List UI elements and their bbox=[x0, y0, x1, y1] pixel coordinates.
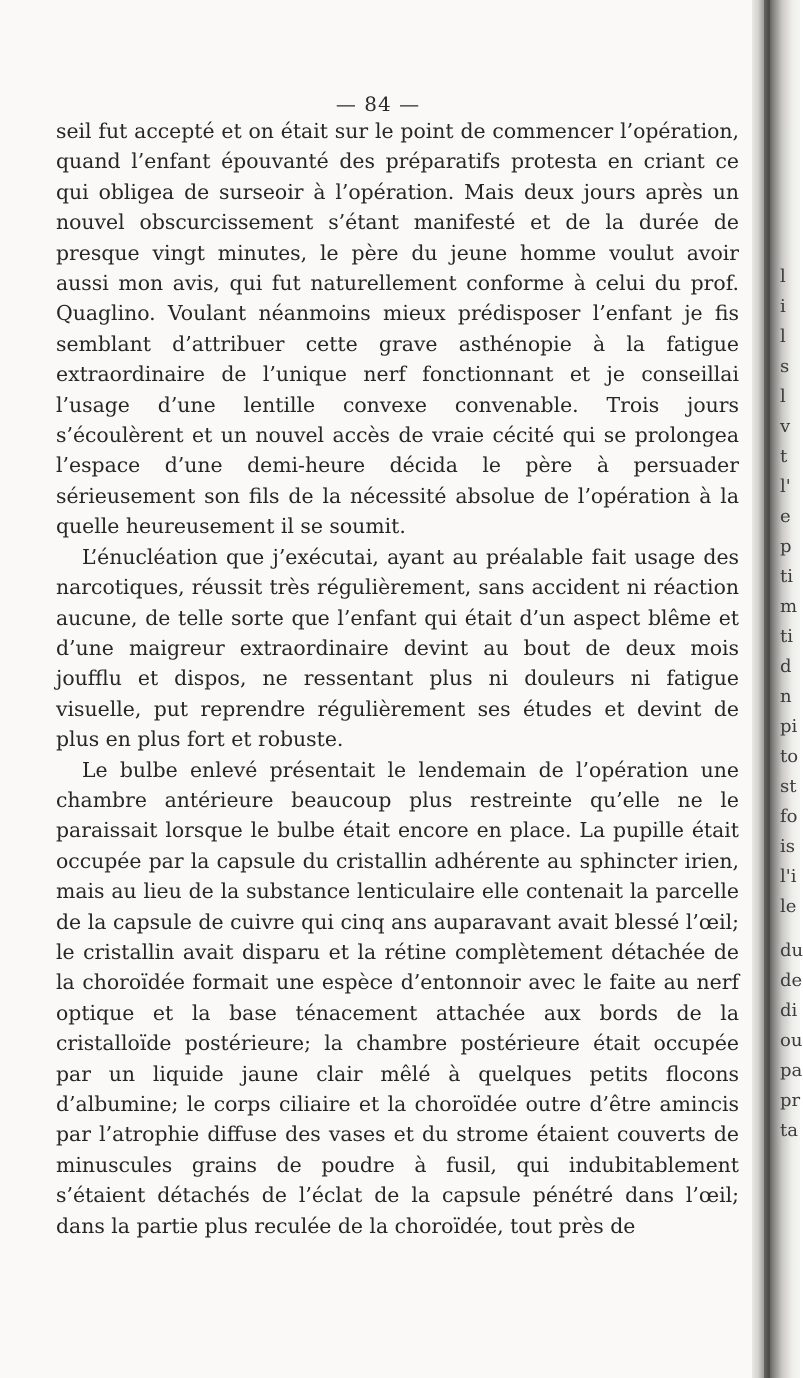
edge-fragment: ta bbox=[780, 1120, 798, 1141]
edge-fragment: e bbox=[780, 506, 791, 527]
edge-fragment: s bbox=[780, 356, 790, 377]
edge-fragment: m bbox=[780, 596, 798, 617]
edge-fragment: fo bbox=[780, 806, 798, 827]
edge-fragment: is bbox=[780, 836, 795, 857]
edge-fragment: st bbox=[780, 776, 797, 797]
gutter-shadow bbox=[764, 0, 770, 1378]
edge-fragment: l bbox=[780, 386, 786, 407]
edge-fragment: ou bbox=[780, 1030, 803, 1051]
edge-fragment: l bbox=[780, 326, 786, 347]
edge-fragment: le bbox=[780, 896, 797, 917]
paragraph-3: Le bulbe enlevé présentait le lendemain de l’opération une chambre antérieure beaucoup plus restreinte qu’elle ne le paraissait lorsque le bulbe était encore en place. La pupille était occupée par la capsule du cristallin adhérente au sphincter irien, mais au lieu de la substance lenticulaire elle contenait la parcelle de la capsule de cuivre qui cinq ans auparavant avait blessé l’œil; le cristallin avait disparu et la rétine complètement détachée de la choroïdée formait une espèce d’entonnoir avec le faite au nerf optique et la base ténacement attachée aux bords de la cristalloïde postérieure; la chambre postérieure était occupée par un liquide jaune clair mêlé à quelques petits flocons d’albumine; le corps ciliaire et la choroïdée outre d’être amincis par l’atrophie diffuse des vases et du strome étaient couverts de minuscules grains de poudre à fusil, qui indubitablement s’étaient détachés de l’éclat de la capsule pénétré dans l’œil; dans la partie plus reculée de la choroïdée, tout près de bbox=[56, 757, 739, 1238]
edge-fragment: l' bbox=[780, 476, 791, 497]
edge-fragment: l bbox=[780, 266, 786, 287]
edge-fragment: pr bbox=[780, 1090, 801, 1111]
edge-fragment: i bbox=[780, 296, 786, 317]
edge-fragment: d bbox=[780, 656, 792, 677]
edge-fragment: ti bbox=[780, 626, 793, 647]
edge-fragment: t bbox=[780, 446, 788, 467]
edge-fragment: di bbox=[780, 1000, 798, 1021]
edge-fragment: ti bbox=[780, 566, 793, 587]
edge-fragment: to bbox=[780, 746, 799, 767]
paragraph-1: seil fut accepté et on était sur le point de commencer l’opération, quand l’enfant épouvanté des préparatifs protesta en criant ce qui obligea de surseoir à l’opération. Mais deux jours après un nouvel obscurcissement s’étant manifesté et de la durée de presque vingt minutes, le père du jeune homme voulut avoir aussi mon avis, qui fut naturellement conforme à celui du prof. Quaglino. Voulant néanmoins mieux prédisposer l’enfant je fis semblant d’attribuer cette grave asthénopie à la fatigue extraordinaire de l’unique nerf fonctionnant et je conseillai l’usage d’une lentille convexe convenable. Trois jours s’écoulèrent et un nouvel accès de vraie cécité qui se prolongea l’espace d’une demi-heure décida le père à persuader sérieusement son fils de la nécessité absolue de l’opération à la quelle heureusement il se soumit. bbox=[56, 119, 739, 539]
paragraph-2: L’énucléation que j’exécutai, ayant au préalable fait usage des narcotiques, réussit très régulièrement, sans accident ni réaction aucune, de telle sorte que l’enfant qui était d’un aspect blême et d’une maigreur extraordinaire devint au bout de deux mois joufflu et dispos, ne ressentant plus ni douleurs ni fatigue visuelle, put reprendre régulièrement ses études et devint de plus en plus fort et robuste. bbox=[56, 544, 739, 752]
edge-fragment: l'i bbox=[780, 866, 797, 887]
body-text bbox=[56, 116, 739, 1241]
edge-fragment: du bbox=[780, 940, 803, 961]
adjacent-page-edge bbox=[772, 0, 803, 1378]
page-number: — 84 — bbox=[335, 92, 421, 116]
edge-fragment: pi bbox=[780, 716, 798, 737]
edge-fragment: pa bbox=[780, 1060, 803, 1081]
edge-fragment: v bbox=[780, 416, 791, 437]
edge-fragment: de bbox=[780, 970, 803, 991]
edge-fragment: p bbox=[780, 536, 792, 557]
edge-fragment: n bbox=[780, 686, 792, 707]
